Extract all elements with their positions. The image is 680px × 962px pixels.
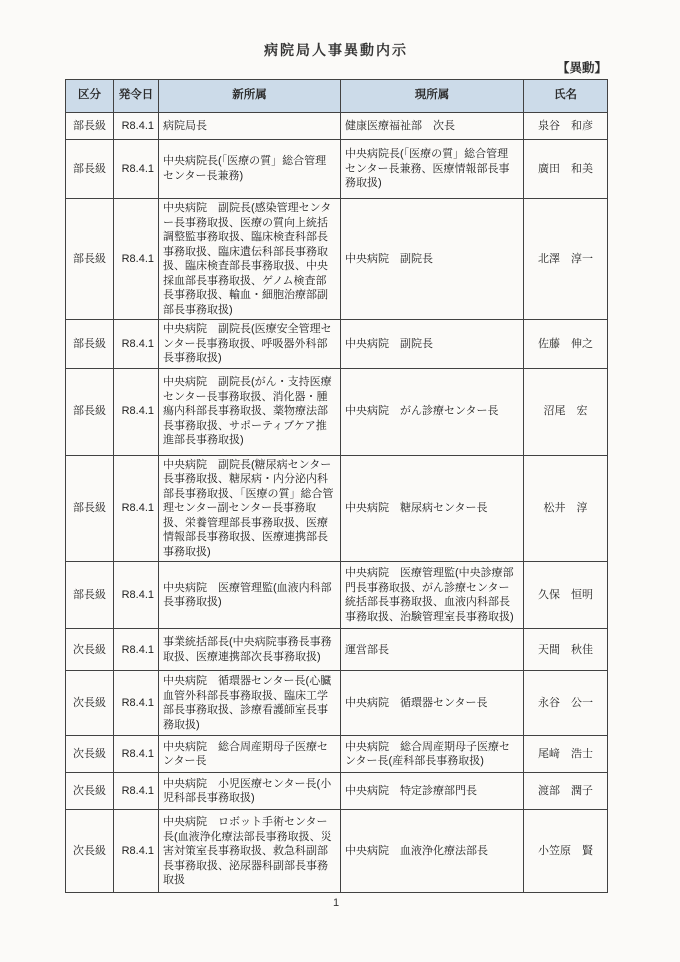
table-row: [66, 455, 608, 562]
cell-category: 次長級: [66, 810, 114, 893]
cell-category: 次長級: [66, 629, 114, 671]
header-current-position: 現所属: [341, 80, 524, 113]
cell-current-position: 健康医療福祉部 次長: [341, 113, 524, 140]
personnel-change-table: [65, 79, 608, 893]
table-header-row: [66, 80, 608, 113]
cell-new-position: 中央病院 副院長(がん・支持医療センター長事務取扱、消化器・腫瘍内科部長事務取扱、薬物療法部長事務取扱、サポーティブケア推進部長事務取扱): [159, 368, 341, 455]
header-name: 氏名: [524, 80, 608, 113]
document-content: [65, 40, 607, 893]
table-row: [66, 113, 608, 140]
cell-date: R8.4.1: [114, 629, 159, 671]
cell-category: 次長級: [66, 773, 114, 810]
table-row: [66, 629, 608, 671]
cell-name: 小笠原 賢: [524, 810, 608, 893]
cell-new-position: 事業統括部長(中央病院事務長事務取扱、医療連携部次長事務取扱): [159, 629, 341, 671]
cell-new-position: 中央病院長(「医療の質」総合管理センター長兼務): [159, 140, 341, 199]
cell-name: 沼尾 宏: [524, 368, 608, 455]
cell-name: 松井 淳: [524, 455, 608, 562]
cell-date: R8.4.1: [114, 562, 159, 629]
table-row: [66, 140, 608, 199]
cell-current-position: 中央病院 循環器センター長: [341, 671, 524, 736]
cell-date: R8.4.1: [114, 736, 159, 773]
cell-current-position: 中央病院 副院長: [341, 199, 524, 320]
cell-name: 永谷 公一: [524, 671, 608, 736]
cell-new-position: 病院局長: [159, 113, 341, 140]
cell-current-position: 中央病院 特定診療部門長: [341, 773, 524, 810]
cell-current-position: 中央病院 副院長: [341, 320, 524, 369]
cell-date: R8.4.1: [114, 199, 159, 320]
cell-category: 部長級: [66, 140, 114, 199]
cell-date: R8.4.1: [114, 140, 159, 199]
cell-date: R8.4.1: [114, 455, 159, 562]
cell-new-position: 中央病院 ロボット手術センター長(血液浄化療法部長事務取扱、災害対策室長事務取扱、救急科副部長事務取扱、泌尿器科副部長事務取扱: [159, 810, 341, 893]
cell-current-position: 中央病院 がん診療センター長: [341, 368, 524, 455]
cell-current-position: 中央病院 総合周産期母子医療センター長(産科部長事務取扱): [341, 736, 524, 773]
table-row: [66, 736, 608, 773]
cell-new-position: 中央病院 副院長(感染管理センター長事務取扱、医療の質向上統括調整監事務取扱、臨床検査科部長事務取扱、臨床遺伝科部長事務取扱、臨床検査部長事務取扱、中央採血部長事務取扱、ゲノム検査部長事務取扱、輸血・細胞治療部副部長事務取扱): [159, 199, 341, 320]
cell-name: 廣田 和美: [524, 140, 608, 199]
cell-name: 尾﨑 浩士: [524, 736, 608, 773]
cell-name: 佐藤 伸之: [524, 320, 608, 369]
cell-new-position: 中央病院 医療管理監(血液内科部長事務取扱): [159, 562, 341, 629]
table-row: [66, 810, 608, 893]
cell-current-position: 中央病院 医療管理監(中央診療部門長事務取扱、がん診療センター統括部長事務取扱、血液内科部長事務取扱、治験管理室長事務取扱): [341, 562, 524, 629]
cell-date: R8.4.1: [114, 810, 159, 893]
header-category: 区分: [66, 80, 114, 113]
cell-date: R8.4.1: [114, 320, 159, 369]
cell-name: 渡部 潤子: [524, 773, 608, 810]
cell-category: 部長級: [66, 113, 114, 140]
table-row: [66, 199, 608, 320]
header-date: 発令日: [114, 80, 159, 113]
cell-name: 久保 恒明: [524, 562, 608, 629]
cell-category: 部長級: [66, 368, 114, 455]
cell-date: R8.4.1: [114, 773, 159, 810]
cell-category: 部長級: [66, 562, 114, 629]
cell-date: R8.4.1: [114, 368, 159, 455]
cell-current-position: 中央病院 血液浄化療法部長: [341, 810, 524, 893]
table-row: [66, 562, 608, 629]
cell-current-position: 運営部長: [341, 629, 524, 671]
cell-new-position: 中央病院 総合周産期母子医療センター長: [159, 736, 341, 773]
cell-current-position: 中央病院 糖尿病センター長: [341, 455, 524, 562]
cell-category: 部長級: [66, 455, 114, 562]
page-number: 1: [332, 897, 340, 909]
page-title: 病院局人事異動内示: [264, 42, 408, 58]
cell-category: 次長級: [66, 736, 114, 773]
cell-new-position: 中央病院 副院長(医療安全管理センター長事務取扱、呼吸器外科部長事務取扱): [159, 320, 341, 369]
document-tag: 【異動】: [556, 61, 607, 75]
cell-new-position: 中央病院 小児医療センター長(小児科部長事務取扱): [159, 773, 341, 810]
table-row: [66, 368, 608, 455]
cell-category: 次長級: [66, 671, 114, 736]
cell-current-position: 中央病院長(「医療の質」総合管理センター長兼務、医療情報部長事務取扱): [341, 140, 524, 199]
table-row: [66, 773, 608, 810]
header-new-position: 新所属: [159, 80, 341, 113]
table-row: [66, 320, 608, 369]
cell-category: 部長級: [66, 199, 114, 320]
table-row: [66, 671, 608, 736]
cell-date: R8.4.1: [114, 671, 159, 736]
cell-name: 泉谷 和彦: [524, 113, 608, 140]
cell-category: 部長級: [66, 320, 114, 369]
cell-new-position: 中央病院 循環器センター長(心臓血管外科部長事務取扱、臨床工学部長事務取扱、診療看護師室長事務取扱): [159, 671, 341, 736]
cell-new-position: 中央病院 副院長(糖尿病センター長事務取扱、糖尿病・内分泌内科部長事務取扱、「医療の質」総合管理センター副センター長事務取扱、栄養管理部長事務取扱、医療情報部長事務取扱、医療連携部長事務取扱): [159, 455, 341, 562]
cell-name: 天間 秋佳: [524, 629, 608, 671]
cell-name: 北澤 淳一: [524, 199, 608, 320]
cell-date: R8.4.1: [114, 113, 159, 140]
